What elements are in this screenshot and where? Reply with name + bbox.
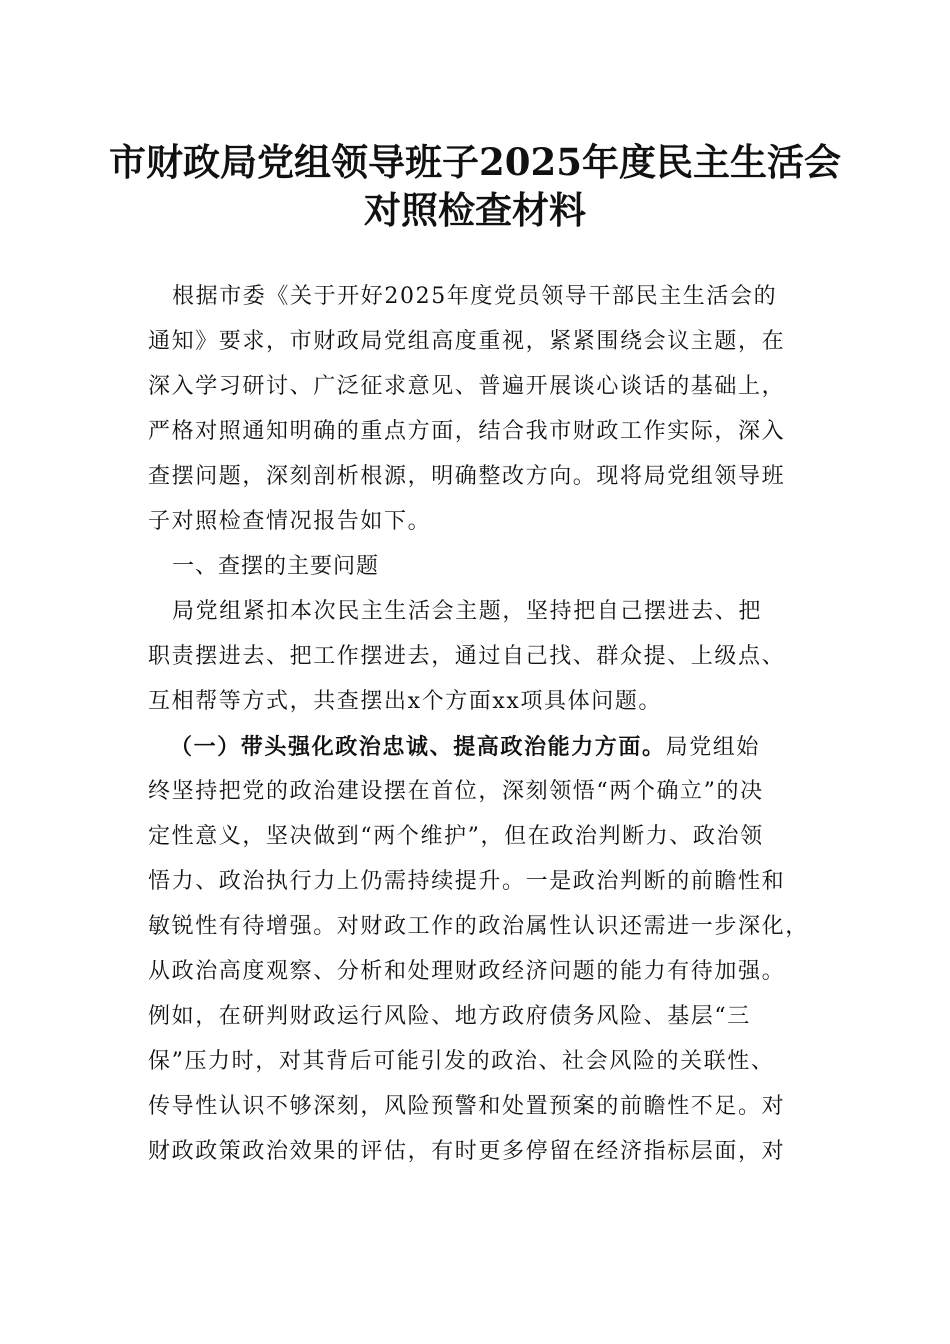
subsection1-first-line-rest: 局党组始 bbox=[665, 735, 761, 760]
subsection1-line: 保”压力时，对其背后可能引发的政治、社会风险的关联性、 bbox=[148, 1049, 775, 1074]
subsection1-line: 传导性认识不够深刻，风险预警和处置预案的前瞻性不足。对 bbox=[148, 1094, 786, 1119]
intro-line: 根据市委《关于开好2025年度党员领导干部民主生活会的 bbox=[172, 284, 778, 309]
subsection1-line: 敏锐性有待增强。对财政工作的政治属性认识还需进一步深化， bbox=[148, 914, 809, 939]
document-title-line-1: 市财政局党组领导班子2025年度民主生活会 bbox=[109, 140, 841, 184]
subsection1-line: 终坚持把党的政治建设摆在首位，深刻领悟“两个确立”的决 bbox=[148, 779, 764, 804]
intro-line: 严格对照通知明确的重点方面，结合我市财政工作实际，深入 bbox=[148, 419, 786, 444]
subsection1-line: 财政政策政治效果的评估，有时更多停留在经济指标层面，对 bbox=[148, 1139, 786, 1164]
section1-line: 职责摆进去、把工作摆进去，通过自己找、群众提、上级点、 bbox=[148, 644, 786, 669]
subsection1-line: 定性意义，坚决做到“两个维护”，但在政治判断力、政治领 bbox=[148, 824, 764, 849]
intro-line: 深入学习研讨、广泛征求意见、普遍开展谈心谈话的基础上， bbox=[148, 374, 786, 399]
intro-line: 查摆问题，深刻剖析根源，明确整改方向。现将局党组领导班 bbox=[148, 464, 786, 489]
document-title-line-2: 对照检查材料 bbox=[364, 188, 586, 232]
section1-line: 局党组紧扣本次民主生活会主题，坚持把自己摆进去、把 bbox=[172, 599, 763, 624]
intro-line: 通知》要求，市财政局党组高度重视，紧紧围绕会议主题，在 bbox=[148, 329, 786, 354]
subsection1-line: 从政治高度观察、分析和处理财政经济问题的能力有待加强。 bbox=[148, 959, 786, 984]
subsection-heading: （一）带头强化政治忠诚、提高政治能力方面。 bbox=[170, 734, 666, 760]
section-heading: 一、查摆的主要问题 bbox=[172, 554, 380, 579]
subsection1-line: 例如，在研判财政运行风险、地方政府债务风险、基层“三 bbox=[148, 1004, 751, 1029]
section1-line: 互相帮等方式，共查摆出x个方面xx项具体问题。 bbox=[148, 689, 663, 714]
subsection1-line: 悟力、政治执行力上仍需持续提升。一是政治判断的前瞻性和 bbox=[148, 869, 786, 894]
intro-line: 子对照检查情况报告如下。 bbox=[148, 509, 432, 534]
subsection1-first-line bbox=[170, 727, 860, 767]
